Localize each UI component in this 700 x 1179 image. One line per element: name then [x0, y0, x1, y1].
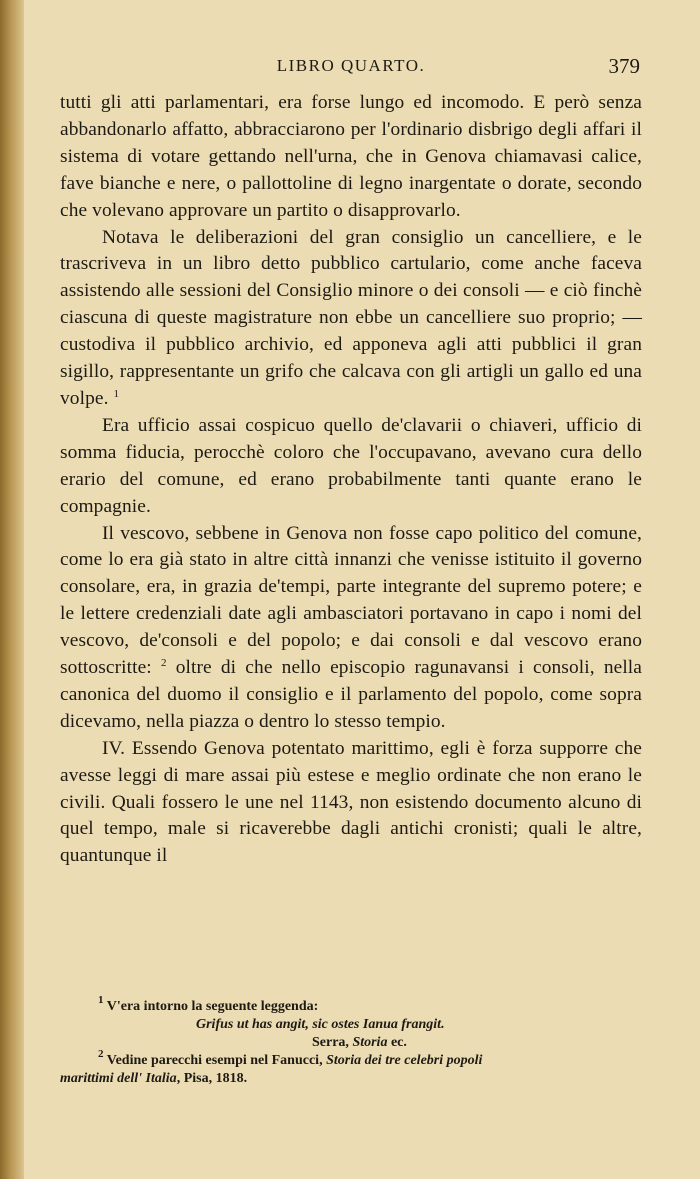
- book-spine-edge: [0, 0, 24, 1179]
- paragraph-5: IV. Essendo Genova potentato marittimo, egli è forza supporre che avesse leggi di mare assai più estese e meglio ordinate che non erano le civili. Quali fossero le une nel 1143, non esistendo documento alcuno di quel tempo, male si ricaverebbe dagli antichi cronisti; quali le altre, quantunque il: [60, 737, 642, 867]
- paragraph-4: Il vescovo, sebbene in Genova non fosse capo politico del comune, come lo era già stato in altre città innanzi che venisse istituito il governo consolare, era, in grazia de'tempi, parte integrante del supremo potere; e le lettere credenziali date agli ambasciatori portavano in capo i nomi del vescovo, de'consoli e del popolo; e dai consoli e dal vescovo erano sottoscritte: $^2$ oltre di che nello episcopio ragunavansi i consoli, nella canonica del duomo il consiglio e il parlamento del popolo, come sopra dicevamo, nella piazza o dentro lo stesso tempio.: [60, 522, 643, 732]
- footnote-1-quote: Grifus ut has angit, sic ostes Ianua frangit.: [196, 1017, 445, 1032]
- footnote-1-mark: 1: [98, 994, 104, 1006]
- footnote-1: $^1$ V'era intorno la seguente leggenda:: [98, 994, 319, 1014]
- footnote-2-mark: 2: [98, 1048, 104, 1060]
- footnote-ref-1[interactable]: 1: [113, 387, 120, 400]
- body-text: [60, 90, 642, 870]
- footnote-1-source: Serra, Storia ec.: [312, 1035, 407, 1050]
- paragraph-2: Notava le deliberazioni del gran consiglio un cancelliere, e le trascriveva in un libro detto pubblico cartulario, come anche faceva assistendo alle sessioni del Consiglio minore o dei consoli — e ciò finchè ciascuna di queste magistrature non ebbe un cancelliere suo proprio; — custodiva il pubblico archivio, ed apponeva agli atti pubblici il gran sigillo, rappresentante un grifo che calcava con gli artigli un gallo ed una volpe. $^1$: [60, 226, 642, 409]
- page: [60, 56, 642, 870]
- paragraph-1: tutti gli atti parlamentari, era forse lungo ed incomodo. E però senza abbandonarlo affatto, abbracciarono per l'ordinario disbrigo degli affari il sistema di votare gettando nell'urna, che in Genova chiamavasi calice, fave bianche e nere, o pallottoline di legno inargentate o dorate, secondo che volevano approvare un partito o disapprovarlo.: [60, 92, 642, 221]
- page-number: 379: [608, 54, 640, 78]
- footnote-2: $^2$ Vedine parecchi esempi nel Fanucci, Storia dei tre celebri popoli: [98, 1048, 483, 1068]
- page-header: [60, 56, 642, 90]
- footnotes: [60, 994, 642, 1088]
- paragraph-3: Era ufficio assai cospicuo quello de'clavarii o chiaveri, ufficio di somma fiducia, perocchè coloro che l'occupavano, avevano cura dello erario del comune, ed erano probabilmente tanti quante erano le compagnie.: [60, 414, 642, 517]
- footnote-ref-2[interactable]: 2: [160, 657, 167, 670]
- footnote-2-cont: marittimi dell' Italia, Pisa, 1818.: [60, 1071, 248, 1086]
- running-title: LIBRO QUARTO.: [276, 56, 426, 75]
